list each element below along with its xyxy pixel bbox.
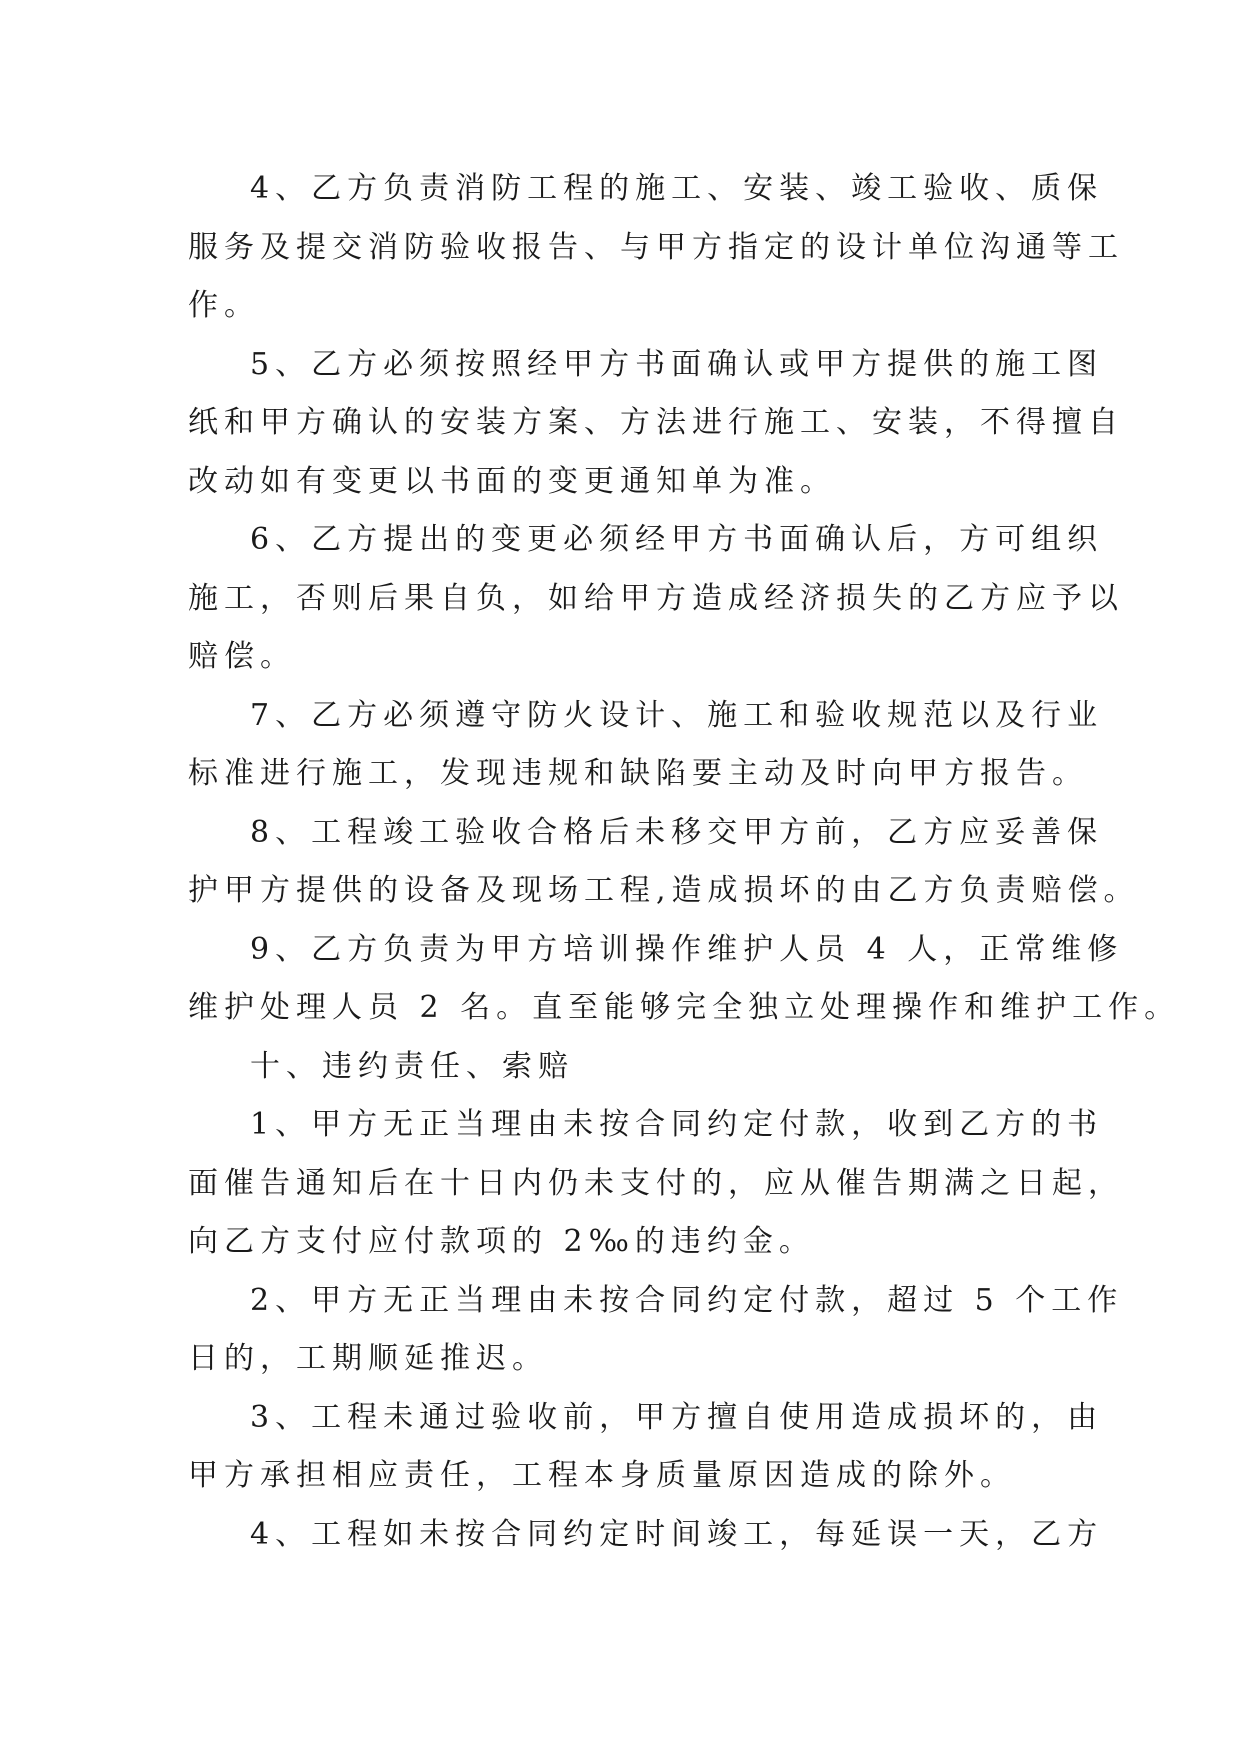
text-line: 面催告通知后在十日内仍未支付的，应从催告期满之日起， xyxy=(188,1165,1124,1201)
text-line: 向乙方支付应付款项的 2‰的违约金。 xyxy=(188,1224,815,1259)
text-line: 2、甲方无正当理由未按合同约定付款，超过 5 个工作 xyxy=(250,1282,1124,1318)
text-line: 4、工程如未按合同约定时间竣工，每延误一天，乙方 xyxy=(250,1516,1104,1552)
text-line: 护甲方提供的设备及现场工程,造成损坏的由乙方负责赔偿。 xyxy=(188,873,1140,908)
document-body xyxy=(188,160,1181,1564)
text-line: 服务及提交消防验收报告、与甲方指定的设计单位沟通等工 xyxy=(188,229,1124,265)
text-line: 作。 xyxy=(188,288,260,323)
text-line: 标准进行施工，发现违规和缺陷要主动及时向甲方报告。 xyxy=(188,756,1088,791)
text-line: 7、乙方必须遵守防火设计、施工和验收规范以及行业 xyxy=(250,697,1104,733)
text-line: 1、甲方无正当理由未按合同约定付款，收到乙方的书 xyxy=(250,1107,1104,1142)
text-line: 甲方承担相应责任，工程本身质量原因造成的除外。 xyxy=(188,1458,1016,1493)
text-line: 9、乙方负责为甲方培训操作维护人员 4 人，正常维修 xyxy=(250,931,1124,967)
text-line: 4、乙方负责消防工程的施工、安装、竣工验收、质保 xyxy=(250,171,1104,206)
text-line: 施工，否则后果自负，如给甲方造成经济损失的乙方应予以 xyxy=(188,580,1124,616)
text-line: 维护处理人员 2 名。直至能够完全独立处理操作和维护工作。 xyxy=(188,990,1181,1025)
text-line: 纸和甲方确认的安装方案、方法进行施工、安装，不得擅自 xyxy=(188,405,1124,440)
text-line: 5、乙方必须按照经甲方书面确认或甲方提供的施工图 xyxy=(250,346,1104,382)
text-line: 改动如有变更以书面的变更通知单为准。 xyxy=(188,463,836,499)
text-line: 8、工程竣工验收合格后未移交甲方前，乙方应妥善保 xyxy=(250,814,1104,850)
text-line: 3、工程未通过验收前，甲方擅自使用造成损坏的，由 xyxy=(250,1399,1104,1435)
text-line: 日的，工期顺延推迟。 xyxy=(188,1341,548,1376)
text-line: 十、违约责任、索赔 xyxy=(250,1048,574,1084)
text-line: 6、乙方提出的变更必须经甲方书面确认后，方可组织 xyxy=(250,522,1104,557)
text-line: 赔偿。 xyxy=(188,639,296,674)
